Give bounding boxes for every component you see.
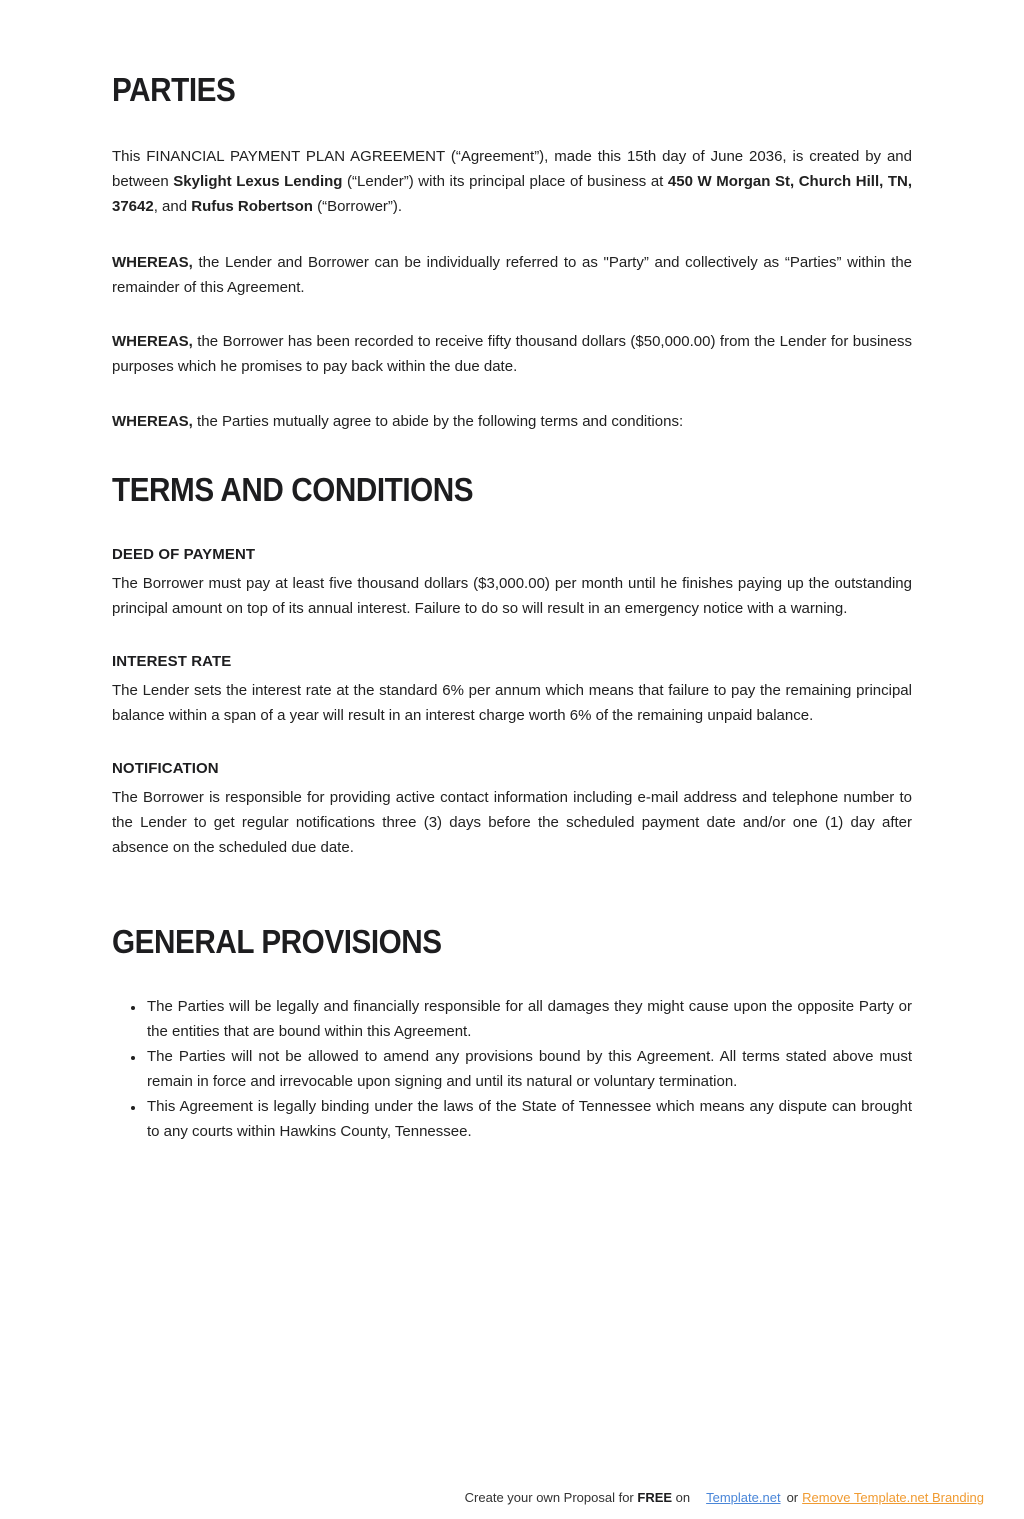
section-heading-general-text: GENERAL PROVISIONS — [112, 923, 442, 960]
subheading-deed-of-payment: DEED OF PAYMENT — [112, 546, 256, 563]
subheading-notification: NOTIFICATION — [112, 760, 219, 777]
remove-branding-link[interactable]: Remove Template.net Branding — [802, 1490, 984, 1505]
notification-paragraph: The Borrower is responsible for providing active contact information including e-mail address and telephone number to the Lender to get regular notifications three (3) days before the scheduled payment date and/or one (1) day after absence on the scheduled due date. — [112, 789, 912, 856]
whereas-label: WHEREAS, — [112, 254, 193, 271]
whereas-clause-3 — [112, 409, 912, 434]
interest-rate-paragraph: The Lender sets the interest rate at the standard 6% per annum which means that failure to pay the remaining principal balance within a span of a year will result in an interest charge worth 6% of the remaining unpaid balance. — [112, 682, 912, 724]
section-heading-general-provisions — [112, 925, 912, 958]
intro-run-1: This FINANCIAL PAYMENT PLAN AGREEMENT (“Agreement”), made this 15th day of June 2036, is created by and between — [112, 148, 912, 190]
provision-item-3: • This Agreement is legally binding under the laws of the State of Tennessee which means any dispute can brought to any courts within Hawkins County, Tennessee. — [145, 1094, 912, 1144]
whereas-label: WHEREAS, — [112, 413, 193, 430]
borrower-name: Rufus Robertson — [191, 198, 313, 215]
whereas-text: the Borrower has been recorded to receive fifty thousand dollars ($50,000.00) from the Lender for business purposes which he promises to pay back within the due date. — [112, 333, 912, 375]
intro-run-4: (“Borrower”). — [312, 198, 403, 215]
whereas-clause-1 — [112, 250, 912, 300]
provision-item-1: • The Parties will be legally and financially responsible for all damages they might cause upon the opposite Party or the entities that are bound within this Agreement. — [145, 994, 912, 1044]
provision-item-2: • The Parties will not be allowed to amend any provisions bound by this Agreement. All terms stated above must remain in force and irrevocable upon signing and until its natural or voluntary termination. — [145, 1044, 912, 1094]
intro-paragraph — [112, 144, 912, 219]
whereas-label: WHEREAS, — [112, 333, 193, 350]
intro-run-3: , and — [153, 198, 192, 215]
whereas-clause-2 — [112, 329, 912, 379]
general-provisions-list — [112, 994, 912, 1144]
deed-of-payment-paragraph: The Borrower must pay at least five thousand dollars ($3,000.00) per month until he finishes paying up the outstanding principal amount on top of its annual interest. Failure to do so will result in an emergency notice with a warning. — [112, 575, 912, 617]
footer-text: Create your own Proposal for — [464, 1490, 638, 1505]
document-page — [0, 73, 1024, 1519]
section-heading-terms — [112, 473, 912, 506]
branding-footer — [465, 1490, 984, 1506]
whereas-text: the Parties mutually agree to abide by the following terms and conditions: — [192, 413, 684, 430]
lender-address: 450 W Morgan St, Church Hill, TN, 37642 — [112, 173, 913, 215]
template-net-link[interactable]: Template.net — [706, 1490, 781, 1505]
footer-conjunction: or — [786, 1490, 799, 1505]
section-heading-parties — [112, 73, 912, 106]
lender-name: Skylight Lexus Lending — [173, 173, 343, 190]
footer-free-label: FREE — [637, 1490, 673, 1505]
section-heading-parties-text: PARTIES — [112, 71, 236, 108]
footer-text-on: on — [672, 1490, 691, 1505]
whereas-text: the Lender and Borrower can be individually referred to as "Party” and collectively as “Parties” within the remainder of this Agreement. — [112, 254, 912, 296]
subheading-interest-rate: INTEREST RATE — [112, 653, 232, 670]
section-heading-terms-text: TERMS AND CONDITIONS — [112, 471, 474, 508]
intro-run-2: (“Lender”) with its principal place of business at — [342, 173, 668, 190]
